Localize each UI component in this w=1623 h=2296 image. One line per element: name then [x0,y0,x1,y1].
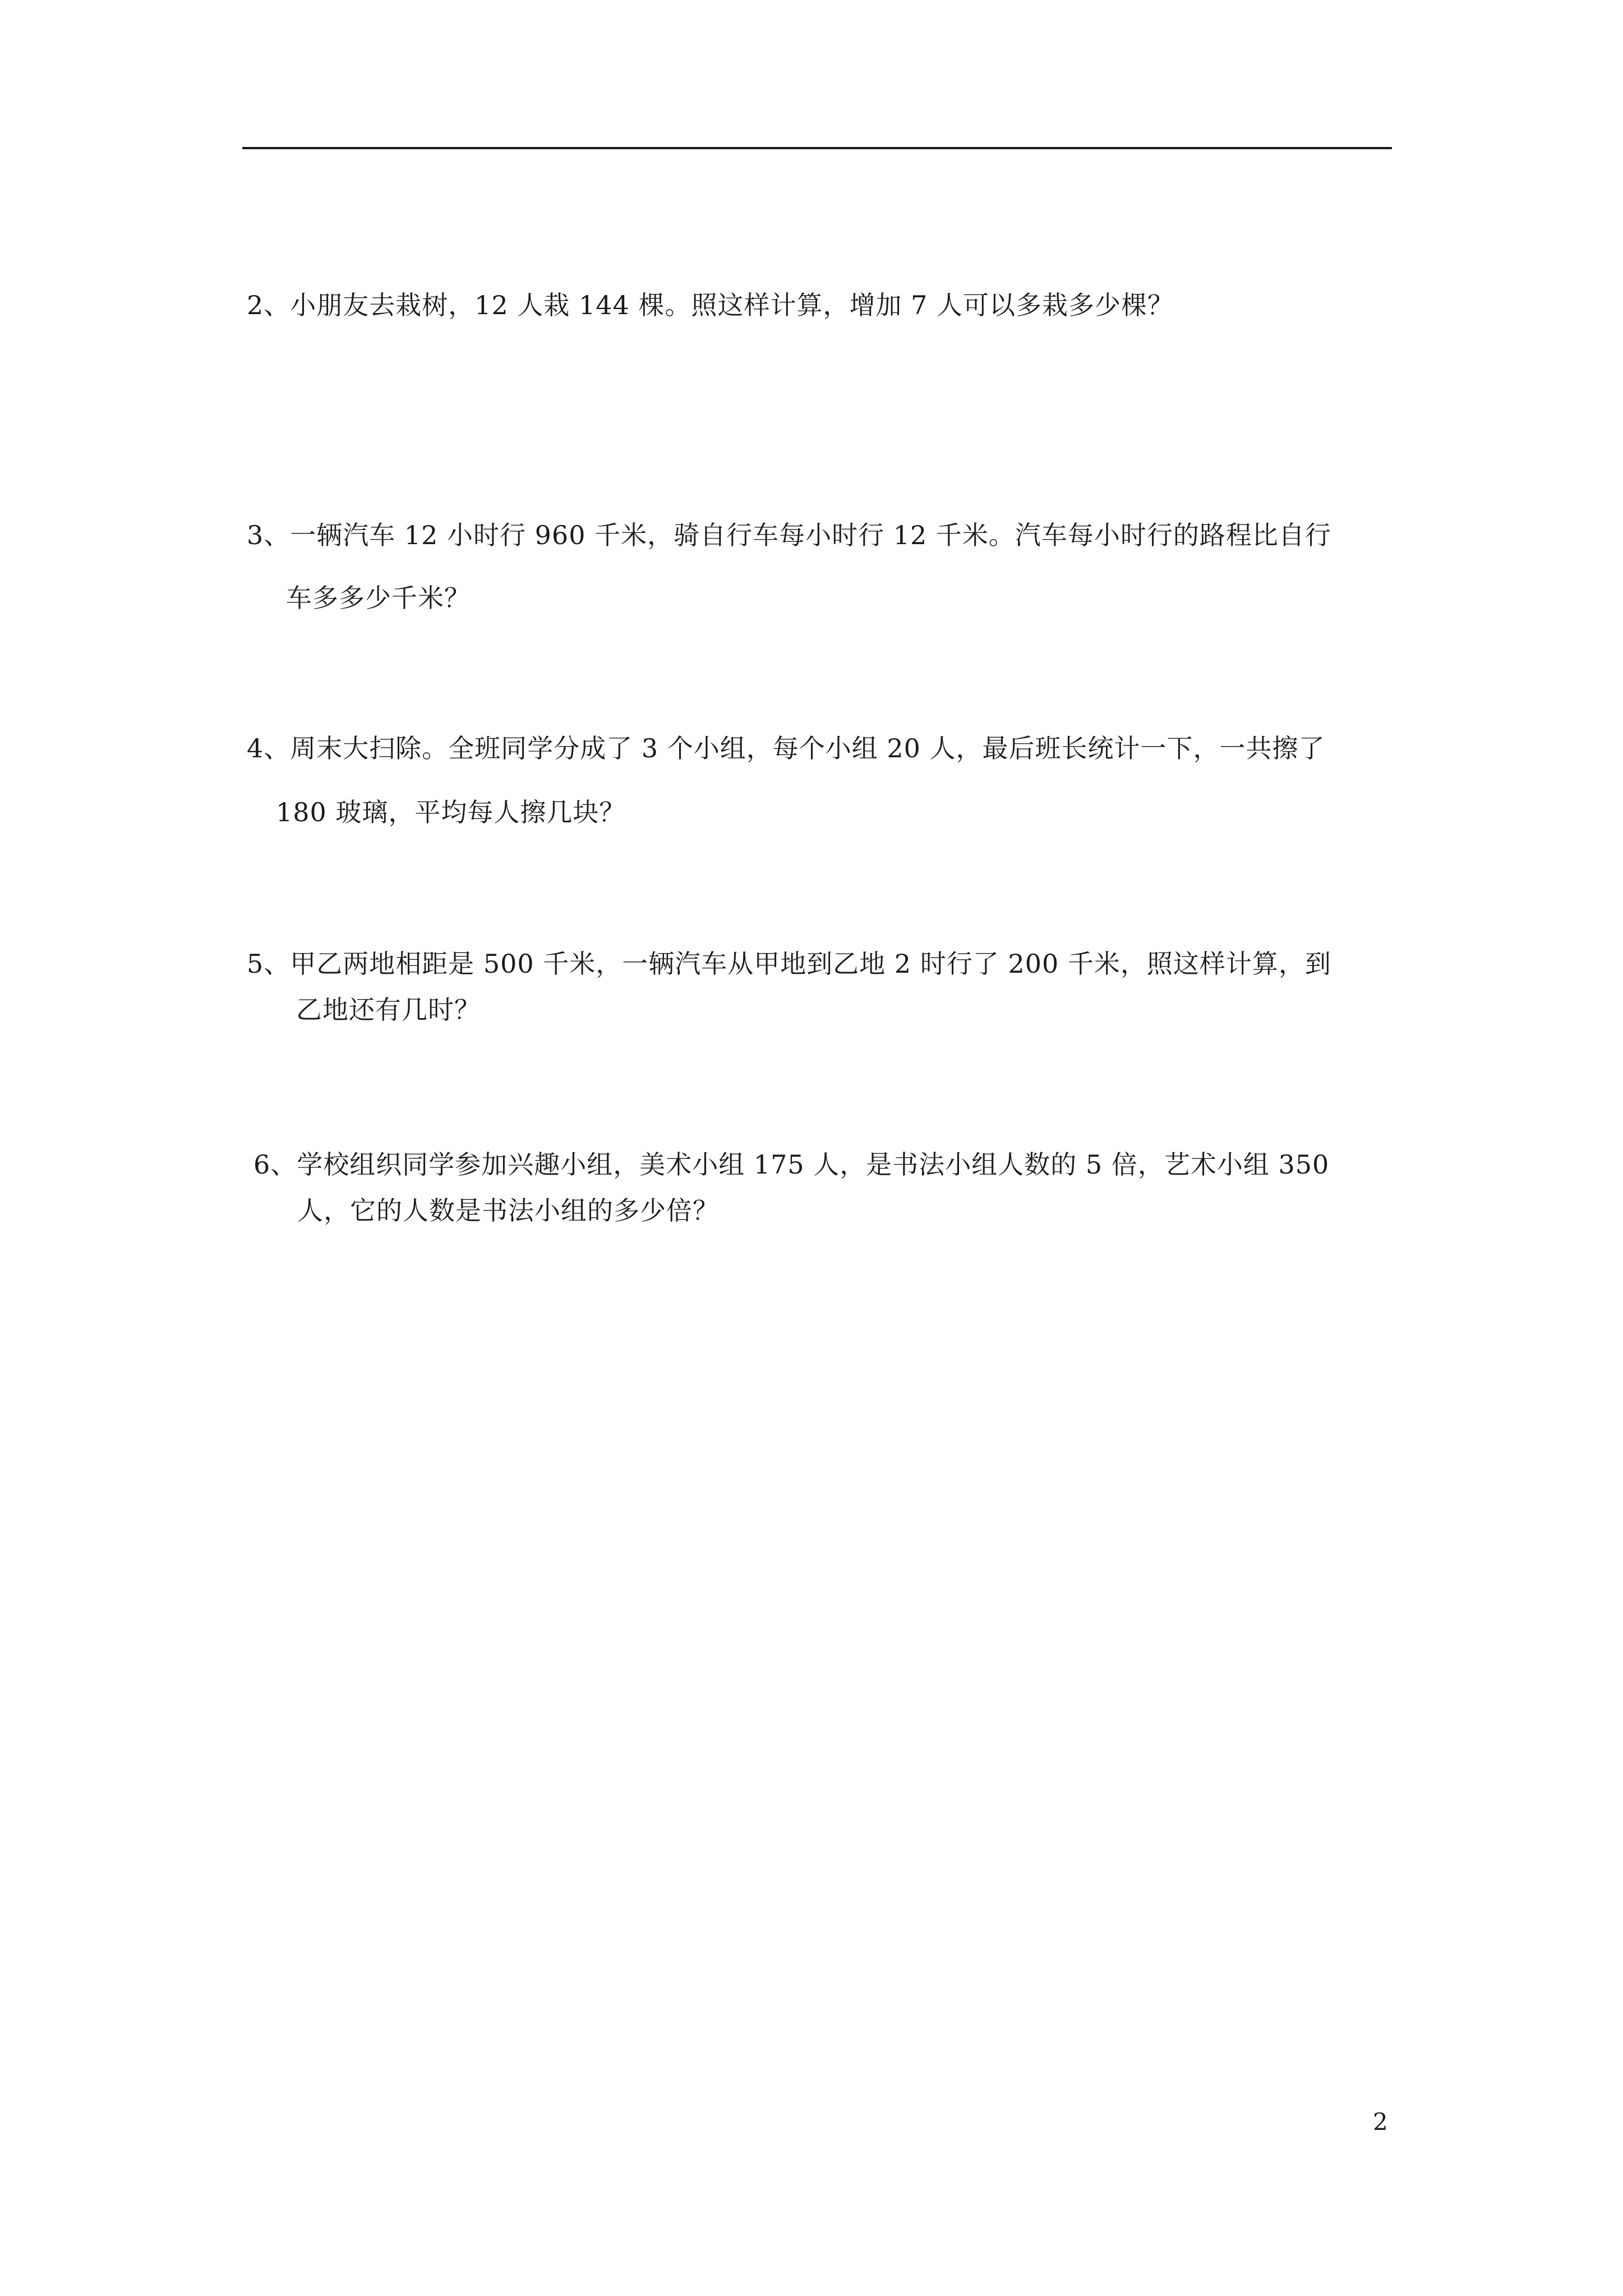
problem-2-line-1: 2、小朋友去栽树，12 人栽 144 棵。照这样计算，增加 7 人可以多栽多少棵？ [247,290,1174,320]
problem-5-line-2: 乙地还有几时？ [296,995,481,1025]
header-rule [242,147,1392,149]
problem-4-line-2: 180 玻璃，平均每人擦几块？ [276,797,626,827]
problem-5-line-1: 5、甲乙两地相距是 500 千米，一辆汽车从甲地到乙地 2 时行了 200 千米，照这样计算，到 [247,949,1331,979]
page-number: 2 [1373,2108,1388,2136]
problem-4-line-1: 4、周末大扫除。全班同学分成了 3 个小组，每个小组 20 人，最后班长统计一下，一共擦了 [247,733,1325,763]
problem-6-line-1: 6、学校组织同学参加兴趣小组，美术小组 175 人，是书法小组人数的 5 倍，艺术小组 350 [253,1149,1330,1180]
problem-3-line-1: 3、一辆汽车 12 小时行 960 千米，骑自行车每小时行 12 千米。汽车每小时行的路程比自行 [247,520,1331,550]
problem-6-line-2: 人，它的人数是书法小组的多少倍？ [297,1195,719,1226]
problem-3-line-2: 车多多少千米？ [286,583,471,613]
